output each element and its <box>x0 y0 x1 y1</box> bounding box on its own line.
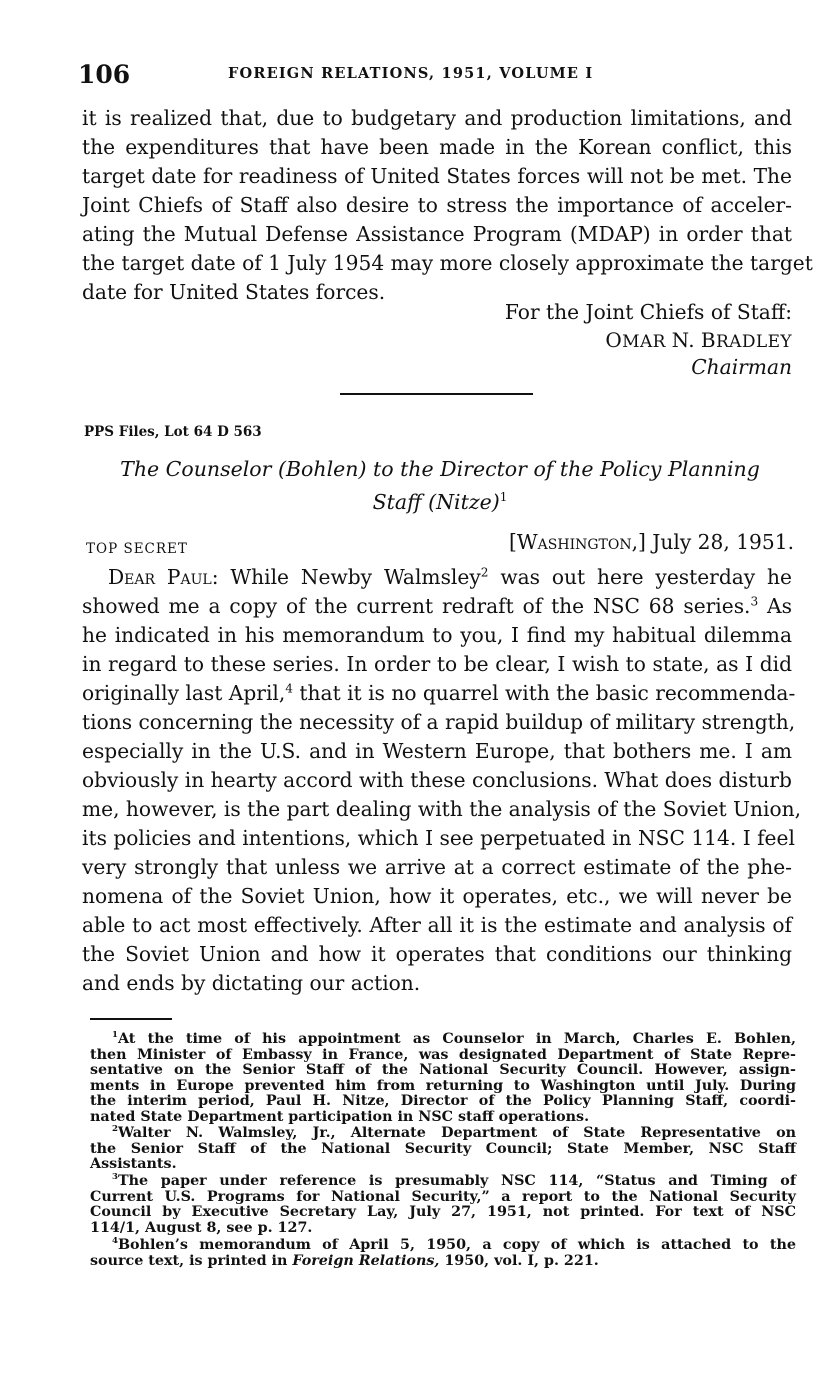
title-line: The Counselor (Bohlen) to the Director of the Policy Planning <box>120 457 760 481</box>
text-line: originally last April,$^4$ that it is no quarrel with the basic recommenda- <box>82 681 796 705</box>
footnote-line: sentative on the Senior Staff of the National Security Council. However, assign- <box>90 1062 796 1079</box>
source-note: PPS Files, Lot 64 D 563 <box>84 424 262 440</box>
footnote-line: $^3$The paper under reference is presumably NSC 114, “Status and Timing of <box>112 1172 796 1189</box>
footnote-rule <box>90 1018 172 1020</box>
text-line: he indicated in his memorandum to you, I find my habitual dilemma <box>82 623 792 647</box>
letter-body <box>82 563 802 998</box>
footnote-3 <box>90 1174 796 1236</box>
text-line: date for United States forces. <box>82 280 386 304</box>
page-header <box>78 60 798 90</box>
text-line: me, however, is the part dealing with the analysis of the Soviet Union, <box>82 797 802 821</box>
footnote-ref: 3 <box>750 594 759 609</box>
section-divider <box>340 393 533 395</box>
footnote-4 <box>90 1238 796 1269</box>
footnote-line: 114/1, August 8, see p. 127. <box>90 1219 313 1236</box>
footnote-line: $^4$Bohlen’s memorandum of April 5, 1950, a copy of which is attached to the <box>112 1236 796 1253</box>
running-head: FOREIGN RELATIONS, 1951, VOLUME I <box>228 65 594 82</box>
footnote-ref: 2 <box>480 565 489 580</box>
footnote-line: Council by Executive Secretary Lay, July 27, 1951, not printed. For text of NSC <box>90 1204 796 1221</box>
continuation-paragraph <box>82 104 813 307</box>
footnote-line: then Minister of Embassy in France, was designated Department of State Repre- <box>90 1046 796 1063</box>
date-line: [Washington,] July 28, 1951. <box>509 530 794 554</box>
text-line: target date for readiness of United States forces will not be met. The <box>82 164 792 188</box>
text-line: in regard to these series. In order to be clear, I wish to state, as I did <box>82 652 792 676</box>
footnote-line: Assistants. <box>90 1156 177 1173</box>
footnote-1 <box>90 1032 796 1126</box>
footnote-line: the Senior Staff of the National Security Council; State Member, NSC Staff <box>90 1140 796 1157</box>
text-line: Joint Chiefs of Staff also desire to stress the importance of acceler- <box>82 193 792 217</box>
signature-title: Chairman <box>691 355 792 379</box>
document-title <box>90 455 790 516</box>
text-line: the Soviet Union and how it operates that conditions our thinking <box>82 942 792 966</box>
footnote-ref: 1 <box>499 490 508 504</box>
text-line: very strongly that unless we arrive at a correct estimate of the phe- <box>82 855 792 879</box>
salutation: Dear Paul <box>108 565 212 589</box>
text-line: the expenditures that have been made in the Korean conflict, this <box>82 135 792 159</box>
text-line: it is realized that, due to budgetary and production limitations, and <box>82 106 792 130</box>
footnote-2 <box>90 1126 796 1173</box>
footnote-line: nated State Department participation in NSC staff operations. <box>90 1108 590 1125</box>
footnote-line: the interim period, Paul H. Nitze, Director of the Policy Planning Staff, coordi- <box>90 1093 796 1110</box>
footnote-line: source text, is printed in Foreign Relations, 1950, vol. I, p. 221. <box>90 1252 599 1269</box>
footnote-line: $^1$At the time of his appointment as Counselor in March, Charles E. Bohlen, <box>112 1030 796 1047</box>
text-line: especially in the U.S. and in Western Europe, that bothers me. I am <box>82 739 792 763</box>
text-line: nomena of the Soviet Union, how it operates, etc., we will never be <box>82 884 792 908</box>
footnote-line: Current U.S. Programs for National Security,” a report to the National Security <box>90 1188 796 1205</box>
text-line: able to act most effectively. After all it is the estimate and analysis of <box>82 913 792 937</box>
text-line: tions concerning the necessity of a rapid buildup of military strength, <box>82 710 796 734</box>
signature-name: OMAR N. BRADLEY <box>605 328 792 352</box>
text-line: showed me a copy of the current redraft of the NSC 68 series.$^3$ As <box>82 594 792 618</box>
page-number: 106 <box>78 60 131 89</box>
classification-label: TOP SECRET <box>86 541 188 557</box>
footnote-line: ments in Europe prevented him from returning to Washington until July. During <box>90 1077 796 1094</box>
title-line: Staff (Nitze)$^1$ <box>372 489 508 514</box>
text-line: obviously in hearty accord with these conclusions. What does disturb <box>82 768 792 792</box>
text-line: Dear Paul: While Newby Walmsley$^2$ was out here yesterday he <box>108 565 793 589</box>
footnote-line: $^2$Walter N. Walmsley, Jr., Alternate Department of State Representative on <box>112 1124 796 1141</box>
text-line: ating the Mutual Defense Assistance Program (MDAP) in order that <box>82 222 792 246</box>
footnote-ref: 4 <box>285 681 293 696</box>
signature-for-line: For the Joint Chiefs of Staff: <box>504 300 792 324</box>
text-line: and ends by dictating our action. <box>82 971 421 995</box>
text-line: its policies and intentions, which I see perpetuated in NSC 114. I feel <box>82 826 795 850</box>
text-line: the target date of 1 July 1954 may more closely approximate the target <box>82 251 813 275</box>
